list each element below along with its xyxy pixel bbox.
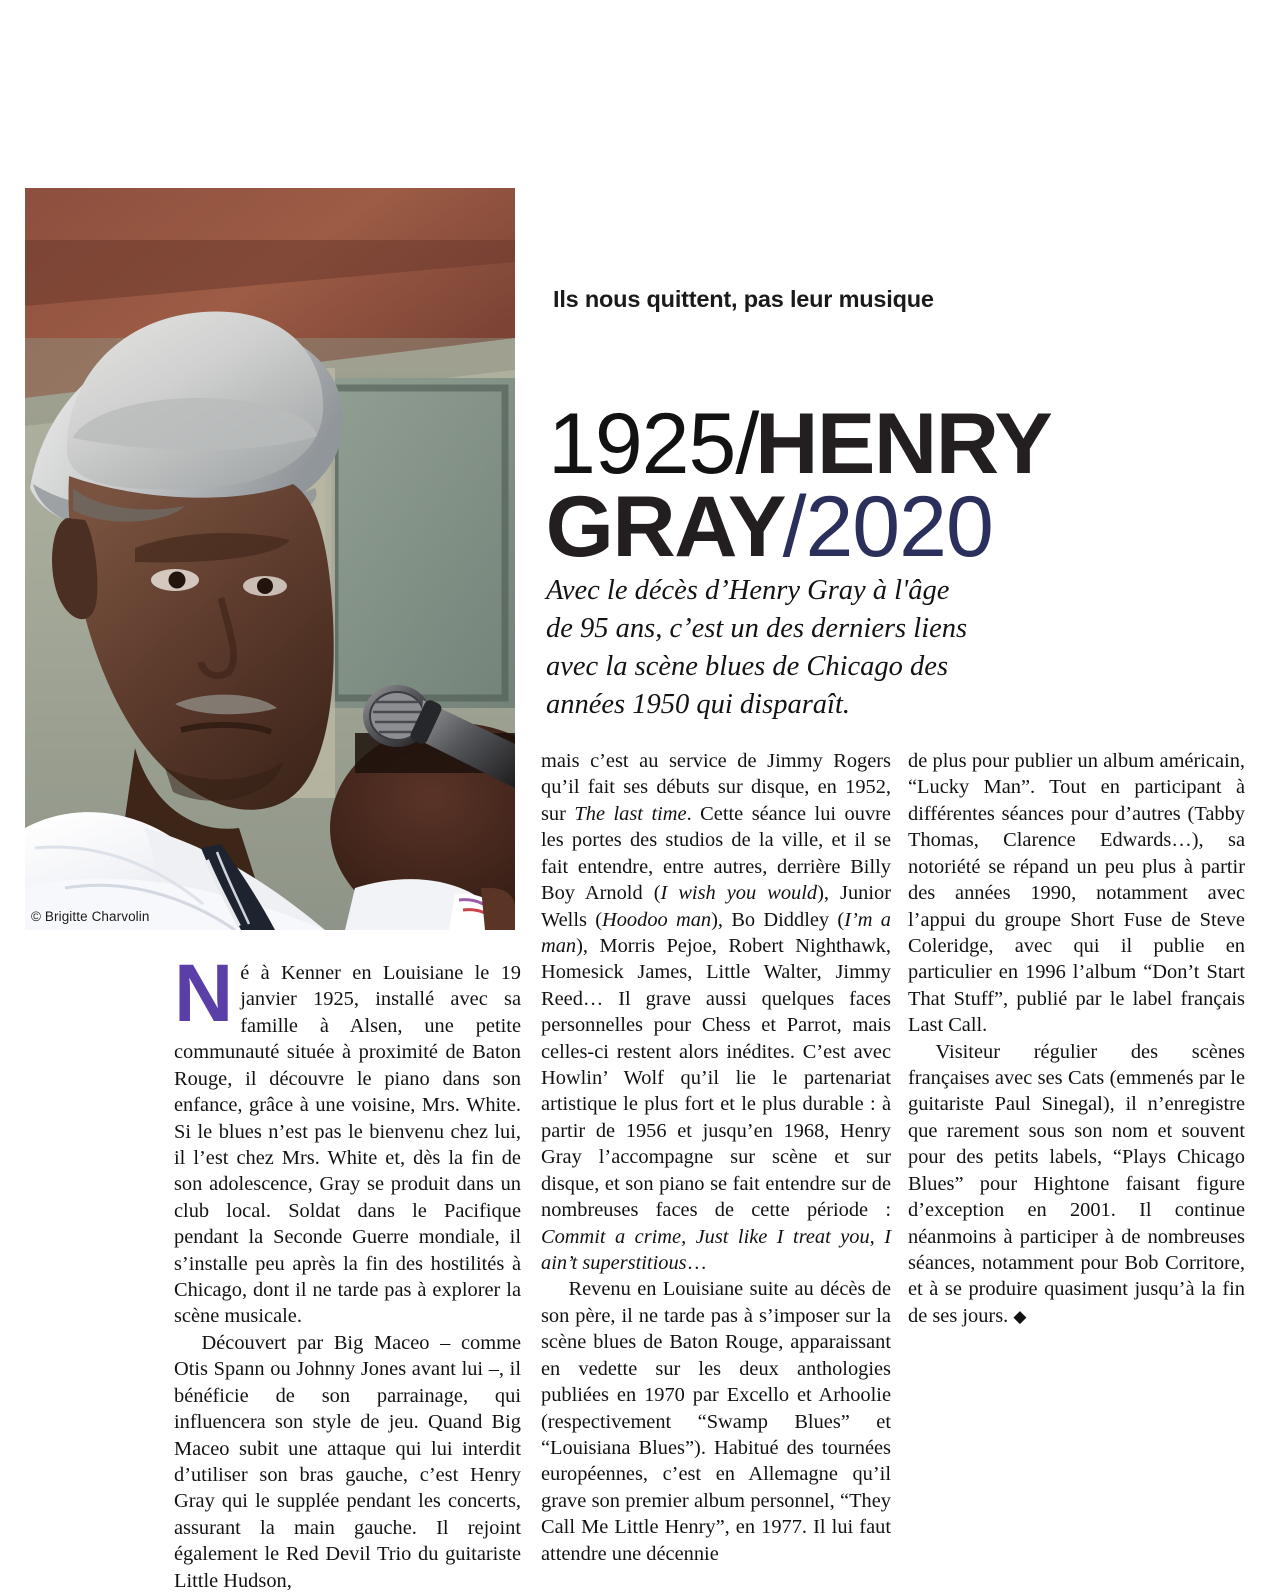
text-run: … [686, 1252, 707, 1275]
paragraph [908, 1039, 1245, 1330]
paragraph [541, 748, 891, 1276]
song-title: The last time [574, 802, 687, 825]
body-column-3 [908, 748, 1245, 1329]
paragraph: Revenu en Louisiane suite au décès de son père, il ne tarde pas à s’imposer sur la scène blues de Baton Rouge, apparaissant en vedette sur les deux anthologies publiées en 1970 par Excello et Arhoolie (respectivement “Swamp Blues” et “Louisiana Blues”). Habitué des tournées européennes, c’est en Allemagne qu’il grave son premier album personnel, “They Call Me Little Henry”, en 1977. Il lui faut attendre une décennie [541, 1278, 891, 1565]
song-title: Commit a crime, Just like I treat you, I ain’t superstitious [541, 1225, 891, 1275]
last-name: GRAY [545, 478, 785, 575]
text-run: ), Junior Wells ( [541, 882, 891, 931]
paragraph: Découvert par Big Maceo – comme Otis Spann ou Johnny Jones avant lui –, il bénéficie de son parrainage, qui influencera son style de jeu. Quand Big Maceo subit une attaque qui lui interdit d’utiliser son bras gauche, c’est Henry Gray qui le supplée pendant les concerts, assurant la main gauche. Il rejoint également le Red Devil Trio du guitariste Little Hudson, [174, 1331, 521, 1592]
text-run: . Cette séance lui ouvre les portes des studios de la ville, et il se fait entendre, entre autres, derrière Billy Boy Arnold ( [541, 802, 891, 905]
birth-year: 1925/ [548, 396, 759, 492]
text-run: ), Bo Diddley ( [711, 908, 845, 931]
death-year: /2020 [782, 478, 993, 575]
text-run: mais c’est au service de Jimmy Rogers qu’il fait ses débuts sur disque, en 1952, sur [541, 750, 891, 825]
text-run: ), Morris Pejoe, Robert Nighthawk, Homesick James, Little Walter, Jimmy Reed… Il grave aussi quelques faces personnelles pour Chess et Parrot, mais celles-ci restent alors inédites. C’est avec Howlin’ Wolf qu’il lie le partenariat artistique le plus fort et le plus durable : à partir de 1956 et jusqu’en 1968, Henry Gray l’accompagne sur scène et sur disque, et son piano se fait entendre sur de nombreuses faces de cette période : [541, 934, 891, 1222]
paragraph-text: é à Kenner en Louisiane le 19 janvier 1925, installé avec sa famille à Alsen, une petite communauté située à proximité de Baton Rouge, il découvre le piano dans son enfance, grâce à une voisine, Mrs. White. Si le blues n’est pas le bienvenu chez lui, il l’est chez Mrs. White et, dès la fin de son adolescence, Gray se produit dans un club local. Soldat dans le Pacifique pendant la Seconde Guerre mondiale, il s’installe peu après la fin des hostilités à Chicago, dont il ne tarde pas à explorer la scène musicale. [174, 962, 521, 1328]
song-title: I’m a man [541, 908, 891, 957]
article-photo [25, 188, 515, 930]
headline-line-2 [545, 478, 1068, 575]
page-title [545, 396, 1068, 575]
paragraph [174, 948, 521, 1330]
standfirst: Avec le décès d’Henry Gray à l'âge de 95 ans, c’est un des derniers liens avec la scène blues de Chicago des années 1950 qui disparaît. [546, 575, 968, 720]
photo-credit: © Brigitte Charvolin [31, 909, 150, 924]
body-column-2 [541, 748, 891, 1567]
drop-cap: N [174, 948, 234, 1039]
section-kicker: Ils nous quittent, pas leur musique [553, 286, 934, 312]
paragraph: de plus pour publier un album américain, “Lucky Man”. Tout en participant à différentes séances pour d’autres (Tabby Thomas, Clarence Edwards…), sa notoriété se répand un peu plus à partir des années 1990, notamment avec l’appui du groupe Short Fuse de Steve Coleridge, avec qui il publie en particulier en 1996 l’album “Don’t Start That Stuff”, publié par le label français Last Call. [908, 750, 1245, 1037]
first-name: HENRY [755, 396, 1052, 492]
song-title: Hoodoo man [602, 908, 712, 931]
headline-line-1 [548, 396, 1068, 492]
body-column-1 [174, 948, 521, 1594]
song-title: I wish you would [660, 882, 818, 905]
paragraph-text: Visiteur régulier des scènes françaises avec ses Cats (emmenés par le guitariste Paul Sinegal), il n’enregistre que rarement sous son nom et souvent pour des petits labels, “Plays Chicago Blues” pour Hightone faisant figure d’exception en 2001. Il continue néanmoins à participer à de nombreuses séances, notamment pour Bob Corritore, et à se produire quasiment jusqu’à la fin de ses jours. [908, 1040, 1245, 1327]
end-mark-icon: ◆ [1013, 1306, 1027, 1326]
portrait-illustration [25, 188, 515, 930]
